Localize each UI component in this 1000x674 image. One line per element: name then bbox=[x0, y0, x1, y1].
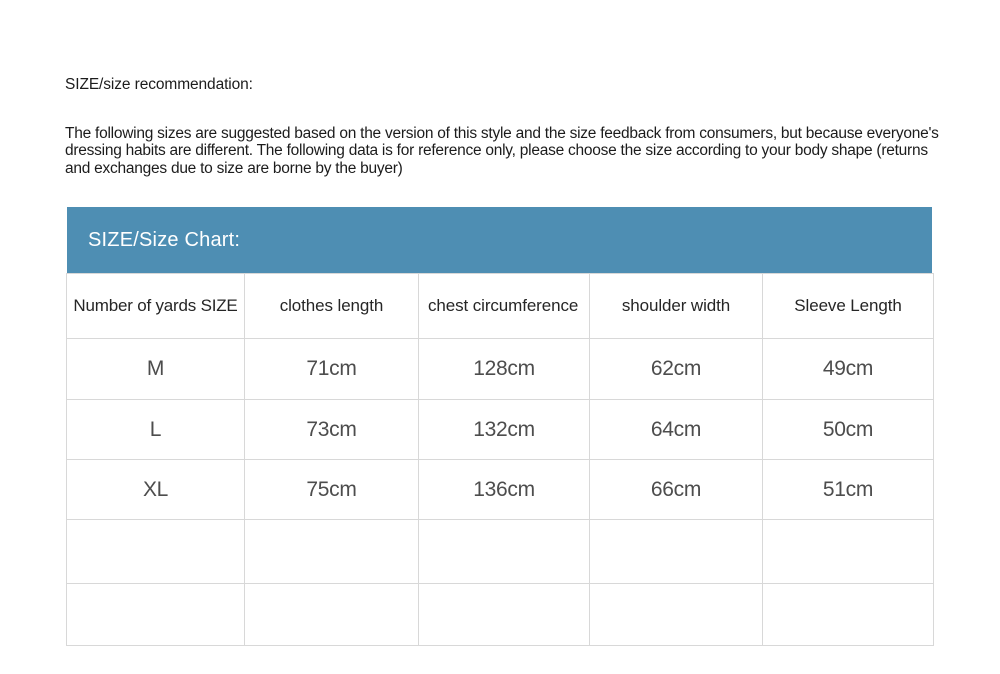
size-cell bbox=[590, 520, 763, 584]
col-header-chest-circumference: chest circumference bbox=[419, 274, 590, 339]
size-row-l bbox=[67, 400, 934, 460]
size-row-m bbox=[67, 339, 934, 400]
size-cell bbox=[590, 584, 763, 646]
size-cell: 64cm bbox=[590, 400, 763, 460]
size-cell: 50cm bbox=[763, 400, 934, 460]
size-cell: 75cm bbox=[245, 460, 419, 520]
size-cell bbox=[245, 584, 419, 646]
size-cell: 136cm bbox=[419, 460, 590, 520]
size-cell bbox=[763, 520, 934, 584]
page-title: SIZE/size recommendation: bbox=[65, 76, 253, 93]
size-cell: 62cm bbox=[590, 339, 763, 400]
size-cell bbox=[419, 584, 590, 646]
size-cell: 71cm bbox=[245, 339, 419, 400]
size-cell: M bbox=[67, 339, 245, 400]
size-row-empty bbox=[67, 584, 934, 646]
col-header-size: Number of yards SIZE bbox=[67, 274, 245, 339]
size-cell bbox=[67, 584, 245, 646]
size-row-xl bbox=[67, 460, 934, 520]
size-recommendation-note: The following sizes are suggested based on the version of this style and the size feedback from consumers, but because everyone's dressing habits are different. The following data is for reference only, please choose the size according to your body shape (returns and exchanges due to size are borne by the buyer) bbox=[65, 125, 939, 177]
size-cell bbox=[419, 520, 590, 584]
size-cell: 128cm bbox=[419, 339, 590, 400]
col-header-clothes-length: clothes length bbox=[245, 274, 419, 339]
size-table bbox=[66, 273, 933, 646]
size-cell: 49cm bbox=[763, 339, 934, 400]
size-cell bbox=[245, 520, 419, 584]
size-cell: 51cm bbox=[763, 460, 934, 520]
size-cell: 66cm bbox=[590, 460, 763, 520]
size-table-header-row bbox=[67, 274, 934, 339]
size-chart-banner-title: SIZE/Size Chart: bbox=[88, 228, 241, 251]
size-row-empty bbox=[67, 520, 934, 584]
size-cell: 73cm bbox=[245, 400, 419, 460]
col-header-shoulder-width: shoulder width bbox=[590, 274, 763, 339]
size-cell bbox=[67, 520, 245, 584]
size-cell bbox=[763, 584, 934, 646]
size-cell: L bbox=[67, 400, 245, 460]
size-chart-banner bbox=[67, 207, 932, 273]
size-cell: 132cm bbox=[419, 400, 590, 460]
col-header-sleeve-length: Sleeve Length bbox=[763, 274, 934, 339]
size-cell: XL bbox=[67, 460, 245, 520]
